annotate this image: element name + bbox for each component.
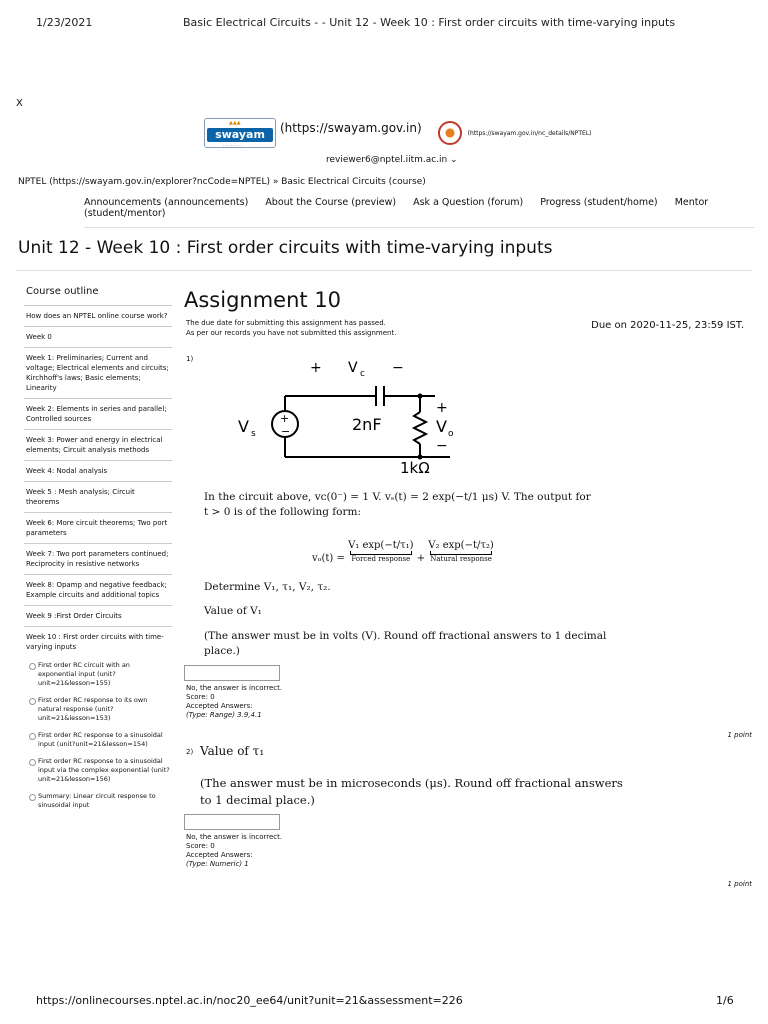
q2-accepted-value: (Type: Numeric) 1 (186, 860, 249, 868)
sidebar-subitem[interactable]: First order RC response to a sinusoidal input via the complex exponential (unit?unit=21&lesson=156) (24, 753, 172, 788)
forced-expression: V₁ exp(−t/τ₁) (348, 540, 414, 551)
forced-term (348, 540, 413, 563)
q1-result (186, 684, 282, 720)
q1-points: 1 point (727, 731, 752, 739)
q1-instruction-line2: place.) (204, 645, 240, 657)
q1-answer-input[interactable] (184, 665, 280, 681)
q1-value-of: Value of V₁ (204, 605, 262, 617)
vc-sub: c (360, 369, 365, 379)
q1-score: Score: 0 (186, 693, 215, 701)
vs-label: V (238, 417, 249, 436)
vo-minus: − (436, 438, 448, 454)
print-url: https://onlinecourses.nptel.ac.in/noc20_ee64/unit?unit=21&assessment=226 (36, 994, 463, 1007)
close-button[interactable]: X (16, 98, 23, 109)
print-page-number: 1/6 (716, 994, 734, 1007)
notice-not-submitted: As per our records you have not submitted this assignment. (186, 329, 397, 337)
sidebar-item[interactable]: Week 8: Opamp and negative feedback; Example circuits and additional topics (24, 575, 172, 606)
q1-accepted-label: Accepted Answers: (186, 702, 253, 710)
page-title: Unit 12 - Week 10 : First order circuits with time-varying inputs (18, 238, 553, 258)
natural-expression: V₂ exp(−t/τ₂) (428, 540, 494, 551)
sidebar-item[interactable]: Week 1: Preliminaries; Current and voltage; Electrical elements and circuits; Kirchhoff's laws; Basic elements; Linearity (24, 348, 172, 399)
q1-formula (312, 540, 494, 564)
formula-plus: + (416, 553, 429, 564)
natural-term (428, 540, 493, 563)
sidebar-subitem[interactable]: First order RC response to its own natural response (unit?unit=21&lesson=153) (24, 692, 172, 727)
sidebar-item[interactable]: Week 0 (24, 327, 172, 348)
sidebar-outline-heading: Course outline (24, 282, 172, 306)
swayam-logo-tagline: ▲▲▲ (229, 120, 241, 126)
sidebar-item[interactable]: How does an NPTEL online course work? (24, 306, 172, 327)
sidebar-item[interactable]: Week 5 : Mesh analysis; Circuit theorems (24, 482, 172, 513)
due-date: Due on 2020-11-25, 23:59 IST. (591, 320, 744, 331)
q1-text-line2: t > 0 is of the following form: (204, 506, 362, 518)
sidebar-item-week10[interactable]: Week 10 : First order circuits with time-varying inputs (26, 633, 164, 651)
brand-bar (204, 118, 592, 148)
q1-accepted-value: (Type: Range) 3.9,4.1 (186, 711, 262, 719)
nptel-link[interactable]: (https://swayam.gov.in/nc_details/NPTEL) (467, 129, 592, 137)
forced-label: Forced response (351, 555, 411, 563)
q1-text-line1: In the circuit above, vᴄ(0⁻) = 1 V. vₛ(t) = 2 exp(−t/1 μs) V. The output for (204, 491, 591, 503)
vo-plus: + (436, 400, 448, 416)
user-menu[interactable]: reviewer6@nptel.iitm.ac.in ⌄ (326, 155, 458, 165)
nav-ask-question[interactable]: Ask a Question (forum) (413, 197, 524, 208)
swayam-logo-subtext: · · · · · · · · (223, 143, 243, 148)
q2-instruction-line1: (The answer must be in microseconds (μs). Round off fractional answers (200, 776, 623, 790)
vo-label: V (436, 417, 447, 436)
sidebar-item[interactable]: Week 7: Two port parameters continued; Reciprocity in resistive networks (24, 544, 172, 575)
sidebar-subitem[interactable]: First order RC response to a sinusoidal input (unit?unit=21&lesson=154) (24, 727, 172, 753)
question-number: 1) (186, 355, 194, 363)
sidebar-item[interactable]: Week 3: Power and energy in electrical elements; Circuit analysis methods (24, 430, 172, 461)
circuit-diagram (200, 352, 480, 477)
q2-answer-input[interactable] (184, 814, 280, 830)
question-number: 2) (186, 748, 194, 756)
swayam-logo-text: swayam (207, 128, 273, 142)
assignment-panel (180, 282, 752, 888)
swayam-logo[interactable] (204, 118, 276, 148)
q2-value-of: Value of τ₁ (200, 744, 265, 758)
vs-sub: s (251, 429, 256, 439)
q2-result (186, 833, 282, 869)
src-plus: + (280, 412, 290, 425)
nav-progress[interactable]: Progress (student/home) (540, 197, 658, 208)
notice-due-passed: The due date for submitting this assignment has passed. (186, 319, 386, 327)
q1-determine: Determine V₁, τ₁, V₂, τ₂. (204, 581, 331, 593)
cap-plus: + (310, 360, 322, 376)
nptel-logo-icon[interactable] (438, 121, 462, 145)
sidebar-item[interactable]: Week 9 :First Order Circuits (24, 606, 172, 627)
swayam-link[interactable]: (https://swayam.gov.in) (280, 121, 422, 135)
q1-status: No, the answer is incorrect. (186, 684, 283, 692)
q2-score: Score: 0 (186, 842, 215, 850)
assignment-title: Assignment 10 (184, 288, 342, 312)
sidebar-item[interactable]: Week 6: More circuit theorems; Two port parameters (24, 513, 172, 544)
print-title: Basic Electrical Circuits - - Unit 12 - Week 10 : First order circuits with time-varying inputs (183, 16, 676, 29)
q2-status: No, the answer is incorrect. (186, 833, 283, 841)
divider (16, 270, 752, 271)
top-nav (84, 197, 754, 228)
src-minus: − (281, 425, 291, 438)
cap-value: 2nF (352, 415, 382, 434)
vc-label: V (348, 360, 358, 376)
nav-about[interactable]: About the Course (preview) (265, 197, 397, 208)
sidebar-item[interactable]: Week 4: Nodal analysis (24, 461, 172, 482)
nav-mentor[interactable]: Mentor (student/mentor) (84, 197, 709, 219)
q2-instruction-line2: to 1 decimal place.) (200, 793, 315, 807)
cap-minus: − (392, 360, 404, 376)
res-value: 1kΩ (400, 459, 430, 477)
q1-instruction-line1: (The answer must be in volts (V). Round off fractional answers to 1 decimal (204, 630, 607, 642)
natural-label: Natural response (430, 555, 492, 563)
formula-lhs: vₒ(t) = (312, 553, 349, 564)
sidebar-subitem[interactable]: First order RC circuit with an exponential input (unit?unit=21&lesson=155) (24, 657, 172, 692)
sidebar-subitem[interactable]: Summary: Linear circuit response to sinusoidal input (24, 788, 172, 814)
sidebar-item[interactable]: Week 2: Elements in series and parallel; Controlled sources (24, 399, 172, 430)
breadcrumb[interactable]: NPTEL (https://swayam.gov.in/explorer?ncCode=NPTEL) » Basic Electrical Circuits (course) (18, 177, 426, 187)
sidebar (24, 282, 172, 814)
vo-sub: o (448, 429, 454, 439)
nav-announcements[interactable]: Announcements (announcements) (84, 197, 249, 208)
q2-points: 1 point (727, 880, 752, 888)
q2-accepted-label: Accepted Answers: (186, 851, 253, 859)
print-date: 1/23/2021 (36, 16, 93, 29)
